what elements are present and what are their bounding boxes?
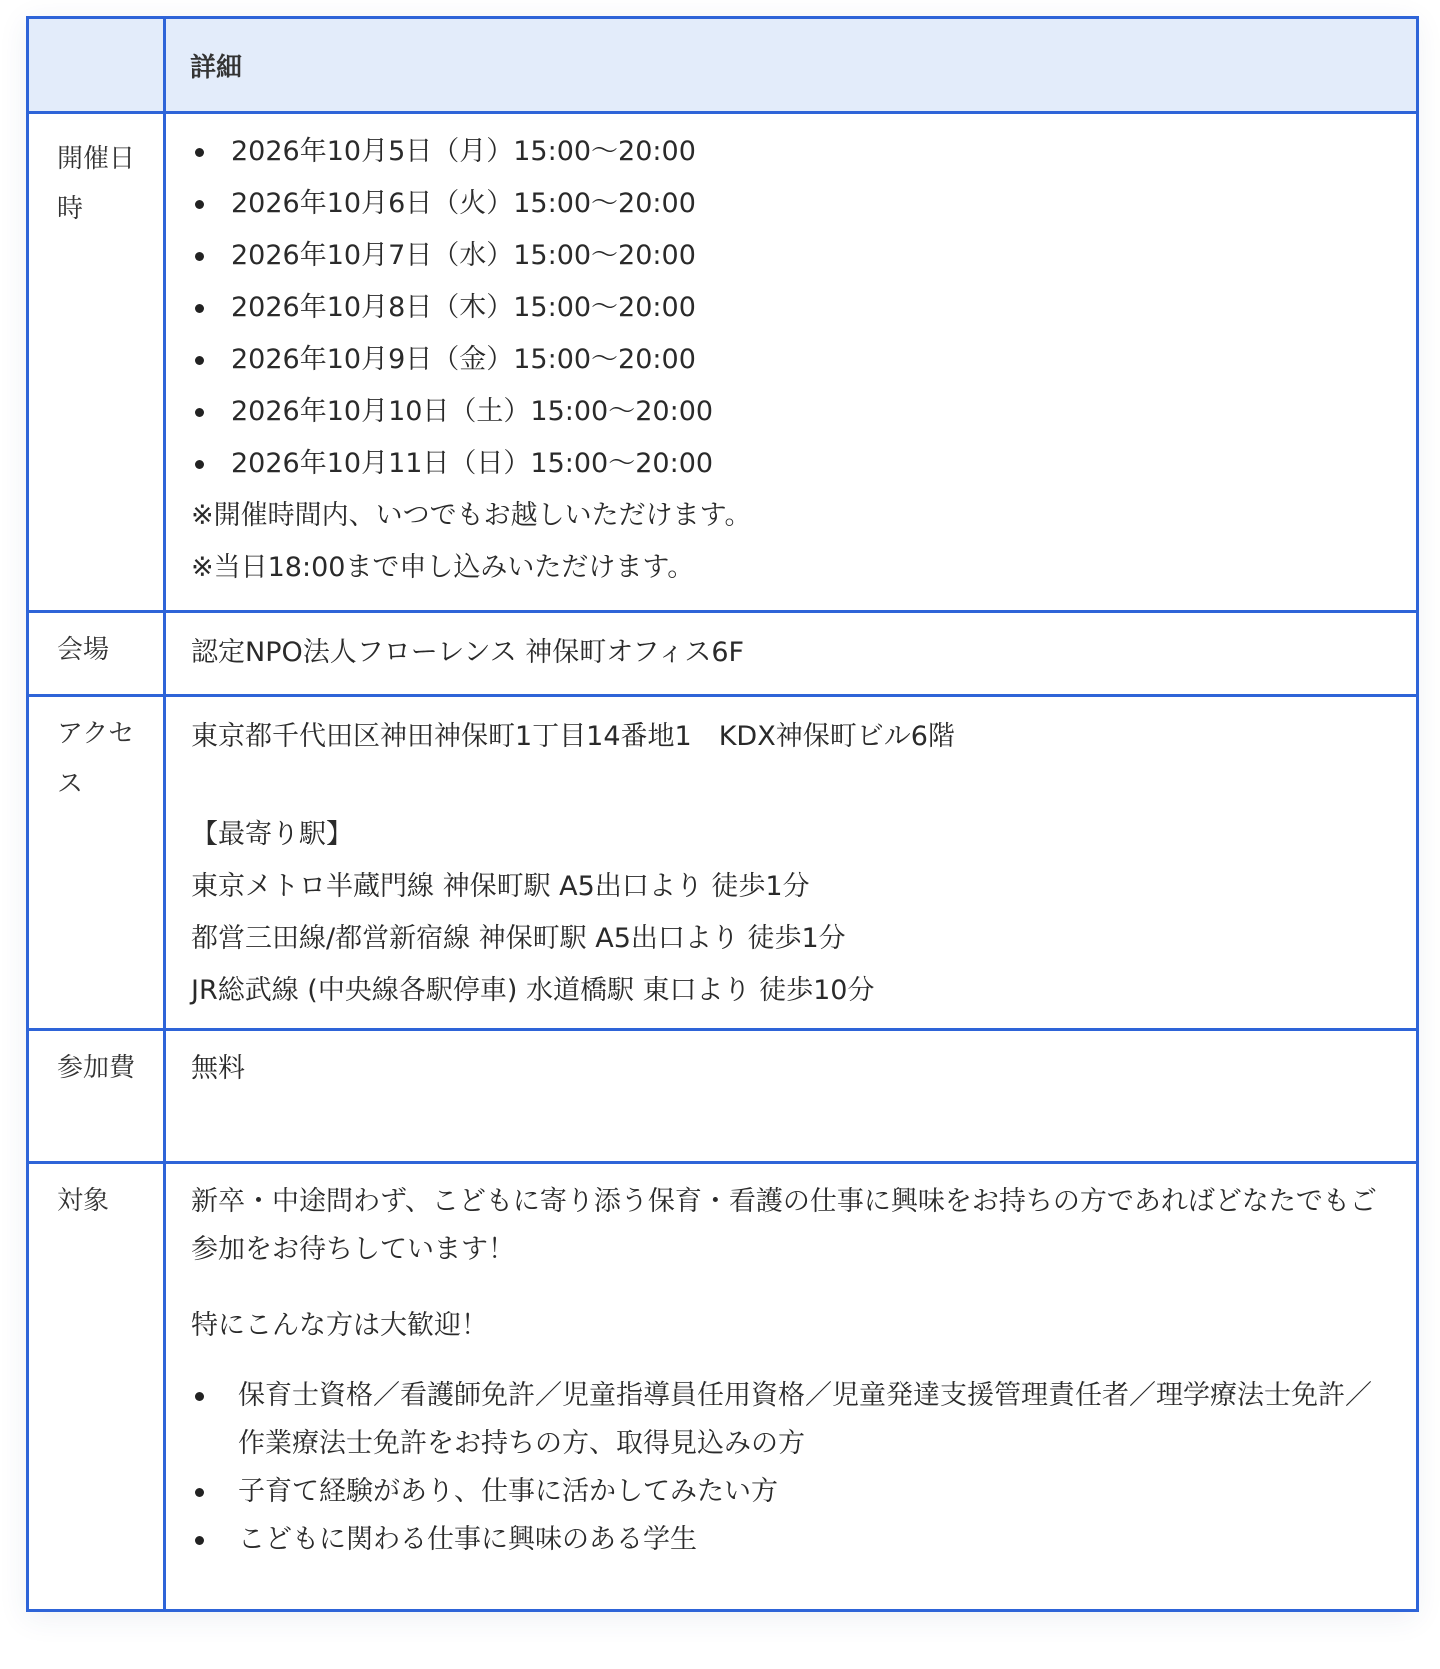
access-address: 東京都千代田区神田神保町1丁目14番地1 KDX神保町ビル6階 (191, 721, 955, 752)
label-target: 対象 (28, 1163, 165, 1611)
station-heading: 【最寄り駅】 (191, 819, 353, 850)
date-item: 2026年10月11日（日）15:00〜20:00 (191, 438, 1398, 490)
row-fee (28, 1030, 1418, 1163)
label-fee: 参加費 (28, 1030, 165, 1163)
label-access: アクセス (28, 696, 165, 1030)
header-cell-empty (28, 18, 165, 113)
content-target (165, 1163, 1418, 1611)
station-item: JR総武線 (中央線各駅停車) 水道橋駅 東口より 徒歩10分 (191, 975, 875, 1006)
header-cell-details: 詳細 (165, 18, 1418, 113)
date-list (191, 126, 1398, 490)
date-item: 2026年10月6日（火）15:00〜20:00 (191, 178, 1398, 230)
target-welcome: 特にこんな方は大歓迎！ (191, 1310, 488, 1341)
content-venue: 認定NPO法人フローレンス 神保町オフィス6F (165, 612, 1418, 696)
access-spacer (191, 763, 1398, 809)
date-item: 2026年10月5日（月）15:00〜20:00 (191, 126, 1398, 178)
date-note: ※開催時間内、いつでもお越しいただけます。 (191, 500, 752, 531)
date-item: 2026年10月10日（土）15:00〜20:00 (191, 386, 1398, 438)
target-spacer (191, 1274, 1396, 1302)
event-details-container (26, 16, 1416, 1612)
content-date-time (165, 113, 1418, 612)
date-item: 2026年10月8日（木）15:00〜20:00 (191, 282, 1398, 334)
row-date-time (28, 113, 1418, 612)
label-venue: 会場 (28, 612, 165, 696)
date-note: ※当日18:00まで申し込みいただけます。 (191, 552, 695, 583)
station-item: 東京メトロ半蔵門線 神保町駅 A5出口より 徒歩1分 (191, 871, 810, 902)
target-item: 子育て経験があり、仕事に活かしてみたい方 (191, 1468, 1396, 1516)
target-list-spacer (191, 1350, 1396, 1372)
station-item: 都営三田線/都営新宿線 神保町駅 A5出口より 徒歩1分 (191, 923, 846, 954)
date-item: 2026年10月7日（水）15:00〜20:00 (191, 230, 1398, 282)
target-list (191, 1372, 1396, 1564)
row-target (28, 1163, 1418, 1611)
label-date-time: 開催日時 (28, 113, 165, 612)
target-item: こどもに関わる仕事に興味のある学生 (191, 1516, 1396, 1564)
content-fee: 無料 (165, 1030, 1418, 1163)
row-venue (28, 612, 1418, 696)
content-access (165, 696, 1418, 1030)
target-intro: 新卒・中途問わず、こどもに寄り添う保育・看護の仕事に興味をお持ちの方であればどなたでもご参加をお待ちしています！ (191, 1186, 1377, 1265)
table-header-row (28, 18, 1418, 113)
target-item: 保育士資格／看護師免許／児童指導員任用資格／児童発達支援管理責任者／理学療法士免許／作業療法士免許をお持ちの方、取得見込みの方 (191, 1372, 1396, 1468)
date-item: 2026年10月9日（金）15:00〜20:00 (191, 334, 1398, 386)
event-details-table (26, 16, 1419, 1612)
row-access (28, 696, 1418, 1030)
